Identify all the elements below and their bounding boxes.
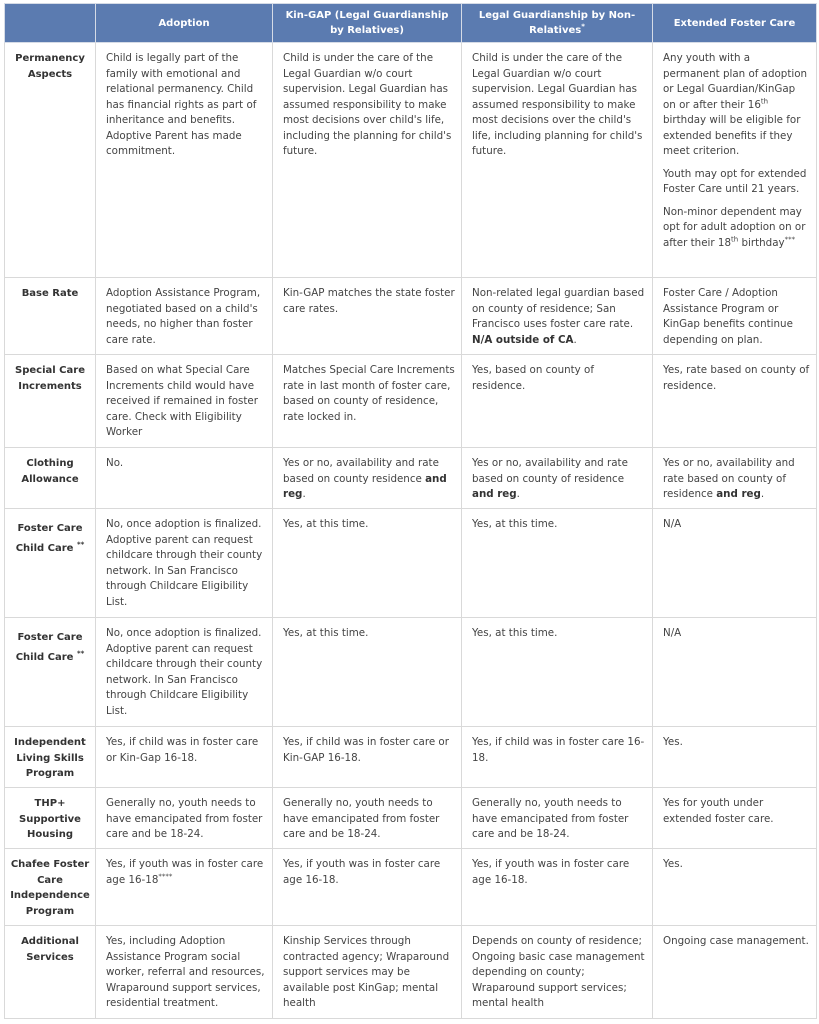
- header-nonrelatives: [462, 4, 653, 43]
- clothing-kingap-bold: and reg: [283, 472, 447, 500]
- cell-additional-nonrelatives: Depends on county of residence; Ongoing basic case management depending on county; Wraparound support services; mental health: [462, 926, 653, 1019]
- cell-childcare-1-adoption: No, once adoption is finalized. Adoptive parent can request childcare through their county network. In San Francisco through Childcare Eligibility List.: [96, 509, 273, 618]
- table-row-special-care: [5, 355, 817, 448]
- table-row-childcare-2: [5, 618, 817, 727]
- cell-childcare-1-kingap: Yes, at this time.: [273, 509, 462, 618]
- row-label-ilsp: Independent Living Skills Program: [5, 727, 96, 788]
- efc-permanency-para-3: [663, 205, 810, 252]
- table-row-chafee: [5, 849, 817, 926]
- row-label-chafee: Chafee Foster Care Independence Program: [5, 849, 96, 926]
- cell-ilsp-efc: Yes.: [653, 727, 817, 788]
- cell-chafee-nonrelatives: Yes, if youth was in foster care age 16-18.: [462, 849, 653, 926]
- cell-additional-kingap: Kinship Services through contracted agency; Wraparound support services may be available post KinGap; mental health: [273, 926, 462, 1019]
- cell-base-rate-kingap: Kin-GAP matches the state foster care rates.: [273, 278, 462, 355]
- cell-thp-efc: Yes for youth under extended foster care.: [653, 788, 817, 849]
- cell-special-care-kingap: Matches Special Care Increments rate in last month of foster care, based on county of residence, rate locked in.: [273, 355, 462, 448]
- cell-chafee-kingap: Yes, if youth was in foster care age 16-18.: [273, 849, 462, 926]
- row-label-special-care: Special Care Increments: [5, 355, 96, 448]
- cell-base-rate-nonrelatives: [462, 278, 653, 355]
- cell-clothing-adoption: No.: [96, 448, 273, 509]
- base-rate-nonrel-bold: N/A outside of CA: [472, 333, 574, 346]
- row-label-childcare-1: [5, 509, 96, 618]
- table-row-base-rate: [5, 278, 817, 355]
- efc-p3-sup: th: [731, 235, 739, 244]
- cell-ilsp-kingap: Yes, if child was in foster care or Kin-GAP 16-18.: [273, 727, 462, 788]
- cell-permanency-kingap: Child is under the care of the Legal Guardian w/o court supervision. Legal Guardian has assumed responsibility to make most decisions over child's life, including the planning for child's future.: [273, 43, 462, 278]
- base-rate-nonrel-text-a: Non-related legal guardian based on county of residence; San Francisco uses foster care rate.: [472, 287, 645, 330]
- clothing-nonrel-text-a: Yes or no, availability and rate based on county of residence: [472, 457, 628, 485]
- row-label-thp: THP+ Supportive Housing: [5, 788, 96, 849]
- cell-permanency-adoption: Child is legally part of the family with emotional and relational permanency. Child has financial rights as part of inheritance and benefits. Adoptive Parent has made commitment.: [96, 43, 273, 278]
- childcare-1-label-b: Child Care: [15, 543, 77, 554]
- cell-childcare-2-efc: N/A: [653, 618, 817, 727]
- cell-additional-efc: Ongoing case management.: [653, 926, 817, 1019]
- cell-ilsp-nonrelatives: Yes, if child was in foster care 16-18.: [462, 727, 653, 788]
- cell-ilsp-adoption: Yes, if child was in foster care or Kin-Gap 16-18.: [96, 727, 273, 788]
- cell-permanency-efc: [653, 43, 817, 278]
- efc-p1-sup: th: [760, 97, 769, 106]
- row-label-additional: Additional Services: [5, 926, 96, 1019]
- cell-chafee-efc: Yes.: [653, 849, 817, 926]
- efc-p3-mark: ***: [784, 235, 796, 244]
- cell-base-rate-adoption: Adoption Assistance Program, negotiated based on a child's needs, no higher than foster care rate.: [96, 278, 273, 355]
- row-label-clothing: Clothing Allowance: [5, 448, 96, 509]
- cell-childcare-2-adoption: No, once adoption is finalized. Adoptive parent can request childcare through their county network. In San Francisco through Childcare Eligibility List.: [96, 618, 273, 727]
- table-row-additional: [5, 926, 817, 1019]
- efc-p3-text-b: birthday: [738, 236, 785, 249]
- cell-clothing-nonrelatives: [462, 448, 653, 509]
- header-row: [5, 4, 817, 43]
- row-label-childcare-2: [5, 618, 96, 727]
- header-adoption: Adoption: [96, 4, 273, 43]
- clothing-efc-text-a: Yes or no, availability and rate based on county of residence: [663, 457, 795, 500]
- chafee-adoption-text: Yes, if youth was in foster care age 16-18: [106, 858, 264, 886]
- cell-thp-nonrelatives: Generally no, youth needs to have emancipated from foster care and be 18-24.: [462, 788, 653, 849]
- clothing-nonrel-text-b: .: [516, 488, 520, 500]
- childcare-1-label-mark: **: [76, 540, 85, 549]
- efc-p3-text-a: Non-minor dependent may opt for adult adoption on or after their 18: [663, 205, 806, 249]
- efc-permanency-para-1: [663, 51, 810, 160]
- cell-base-rate-efc: Foster Care / Adoption Assistance Program or KinGap benefits continue depending on plan.: [653, 278, 817, 355]
- efc-p1-text-b: birthday will be eligible for extended benefits if they meet criterion.: [663, 114, 801, 157]
- clothing-kingap-text-b: .: [302, 488, 306, 500]
- childcare-1-label-a: Foster Care: [17, 523, 83, 534]
- header-kingap: Kin-GAP (Legal Guardianship by Relatives): [273, 4, 462, 43]
- clothing-nonrel-bold: and reg: [472, 488, 517, 500]
- cell-clothing-kingap: [273, 448, 462, 509]
- childcare-2-label-mark: **: [76, 649, 85, 658]
- efc-p1-text-a: Any youth with a permanent plan of adoption or Legal Guardian/KinGap on or after their 16: [663, 52, 808, 111]
- table-row-childcare-1: [5, 509, 817, 618]
- base-rate-nonrel-text-b: .: [573, 333, 577, 346]
- clothing-efc-text-b: .: [760, 488, 765, 500]
- chafee-adoption-mark: ****: [158, 872, 173, 881]
- childcare-2-label-b: Child Care: [15, 652, 77, 663]
- comparison-table: [4, 3, 817, 1019]
- cell-permanency-nonrelatives: Child is under the care of the Legal Guardian w/o court supervision. Legal Guardian has assumed responsibility to make most decisions over the child's life, including planning for child's future.: [462, 43, 653, 278]
- table-row-thp: [5, 788, 817, 849]
- table-row-clothing: [5, 448, 817, 509]
- cell-childcare-2-kingap: Yes, at this time.: [273, 618, 462, 727]
- cell-childcare-2-nonrelatives: Yes, at this time.: [462, 618, 653, 727]
- cell-childcare-1-efc: N/A: [653, 509, 817, 618]
- row-label-base-rate: Base Rate: [5, 278, 96, 355]
- cell-special-care-efc: Yes, rate based on county of residence.: [653, 355, 817, 448]
- clothing-efc-bold: and reg: [716, 488, 761, 500]
- table-row-permanency: [5, 43, 817, 278]
- header-nonrelatives-mark: *: [581, 22, 585, 31]
- cell-special-care-adoption: Based on what Special Care Increments child would have received if remained in foster care. Check with Eligibility Worker: [96, 355, 273, 448]
- table-row-ilsp: [5, 727, 817, 788]
- cell-thp-adoption: Generally no, youth needs to have emancipated from foster care and be 18-24.: [96, 788, 273, 849]
- childcare-2-label-a: Foster Care: [17, 632, 83, 643]
- header-nonrelatives-text: Legal Guardianship by Non-Relatives: [478, 10, 636, 36]
- cell-clothing-efc: [653, 448, 817, 509]
- cell-thp-kingap: Generally no, youth needs to have emancipated from foster care and be 18-24.: [273, 788, 462, 849]
- cell-additional-adoption: Yes, including Adoption Assistance Program social worker, referral and resources, Wraparound support services, residential treatment.: [96, 926, 273, 1019]
- cell-chafee-adoption: [96, 849, 273, 926]
- header-extended-foster-care: Extended Foster Care: [653, 4, 817, 43]
- clothing-kingap-text-a: Yes or no, availability and rate based on county residence: [283, 457, 439, 485]
- header-corner: [5, 4, 96, 43]
- row-label-permanency: Permanency Aspects: [5, 43, 96, 278]
- cell-childcare-1-nonrelatives: Yes, at this time.: [462, 509, 653, 618]
- efc-permanency-para-2: Youth may opt for extended Foster Care until 21 years.: [663, 167, 807, 195]
- cell-special-care-nonrelatives: Yes, based on county of residence.: [462, 355, 653, 448]
